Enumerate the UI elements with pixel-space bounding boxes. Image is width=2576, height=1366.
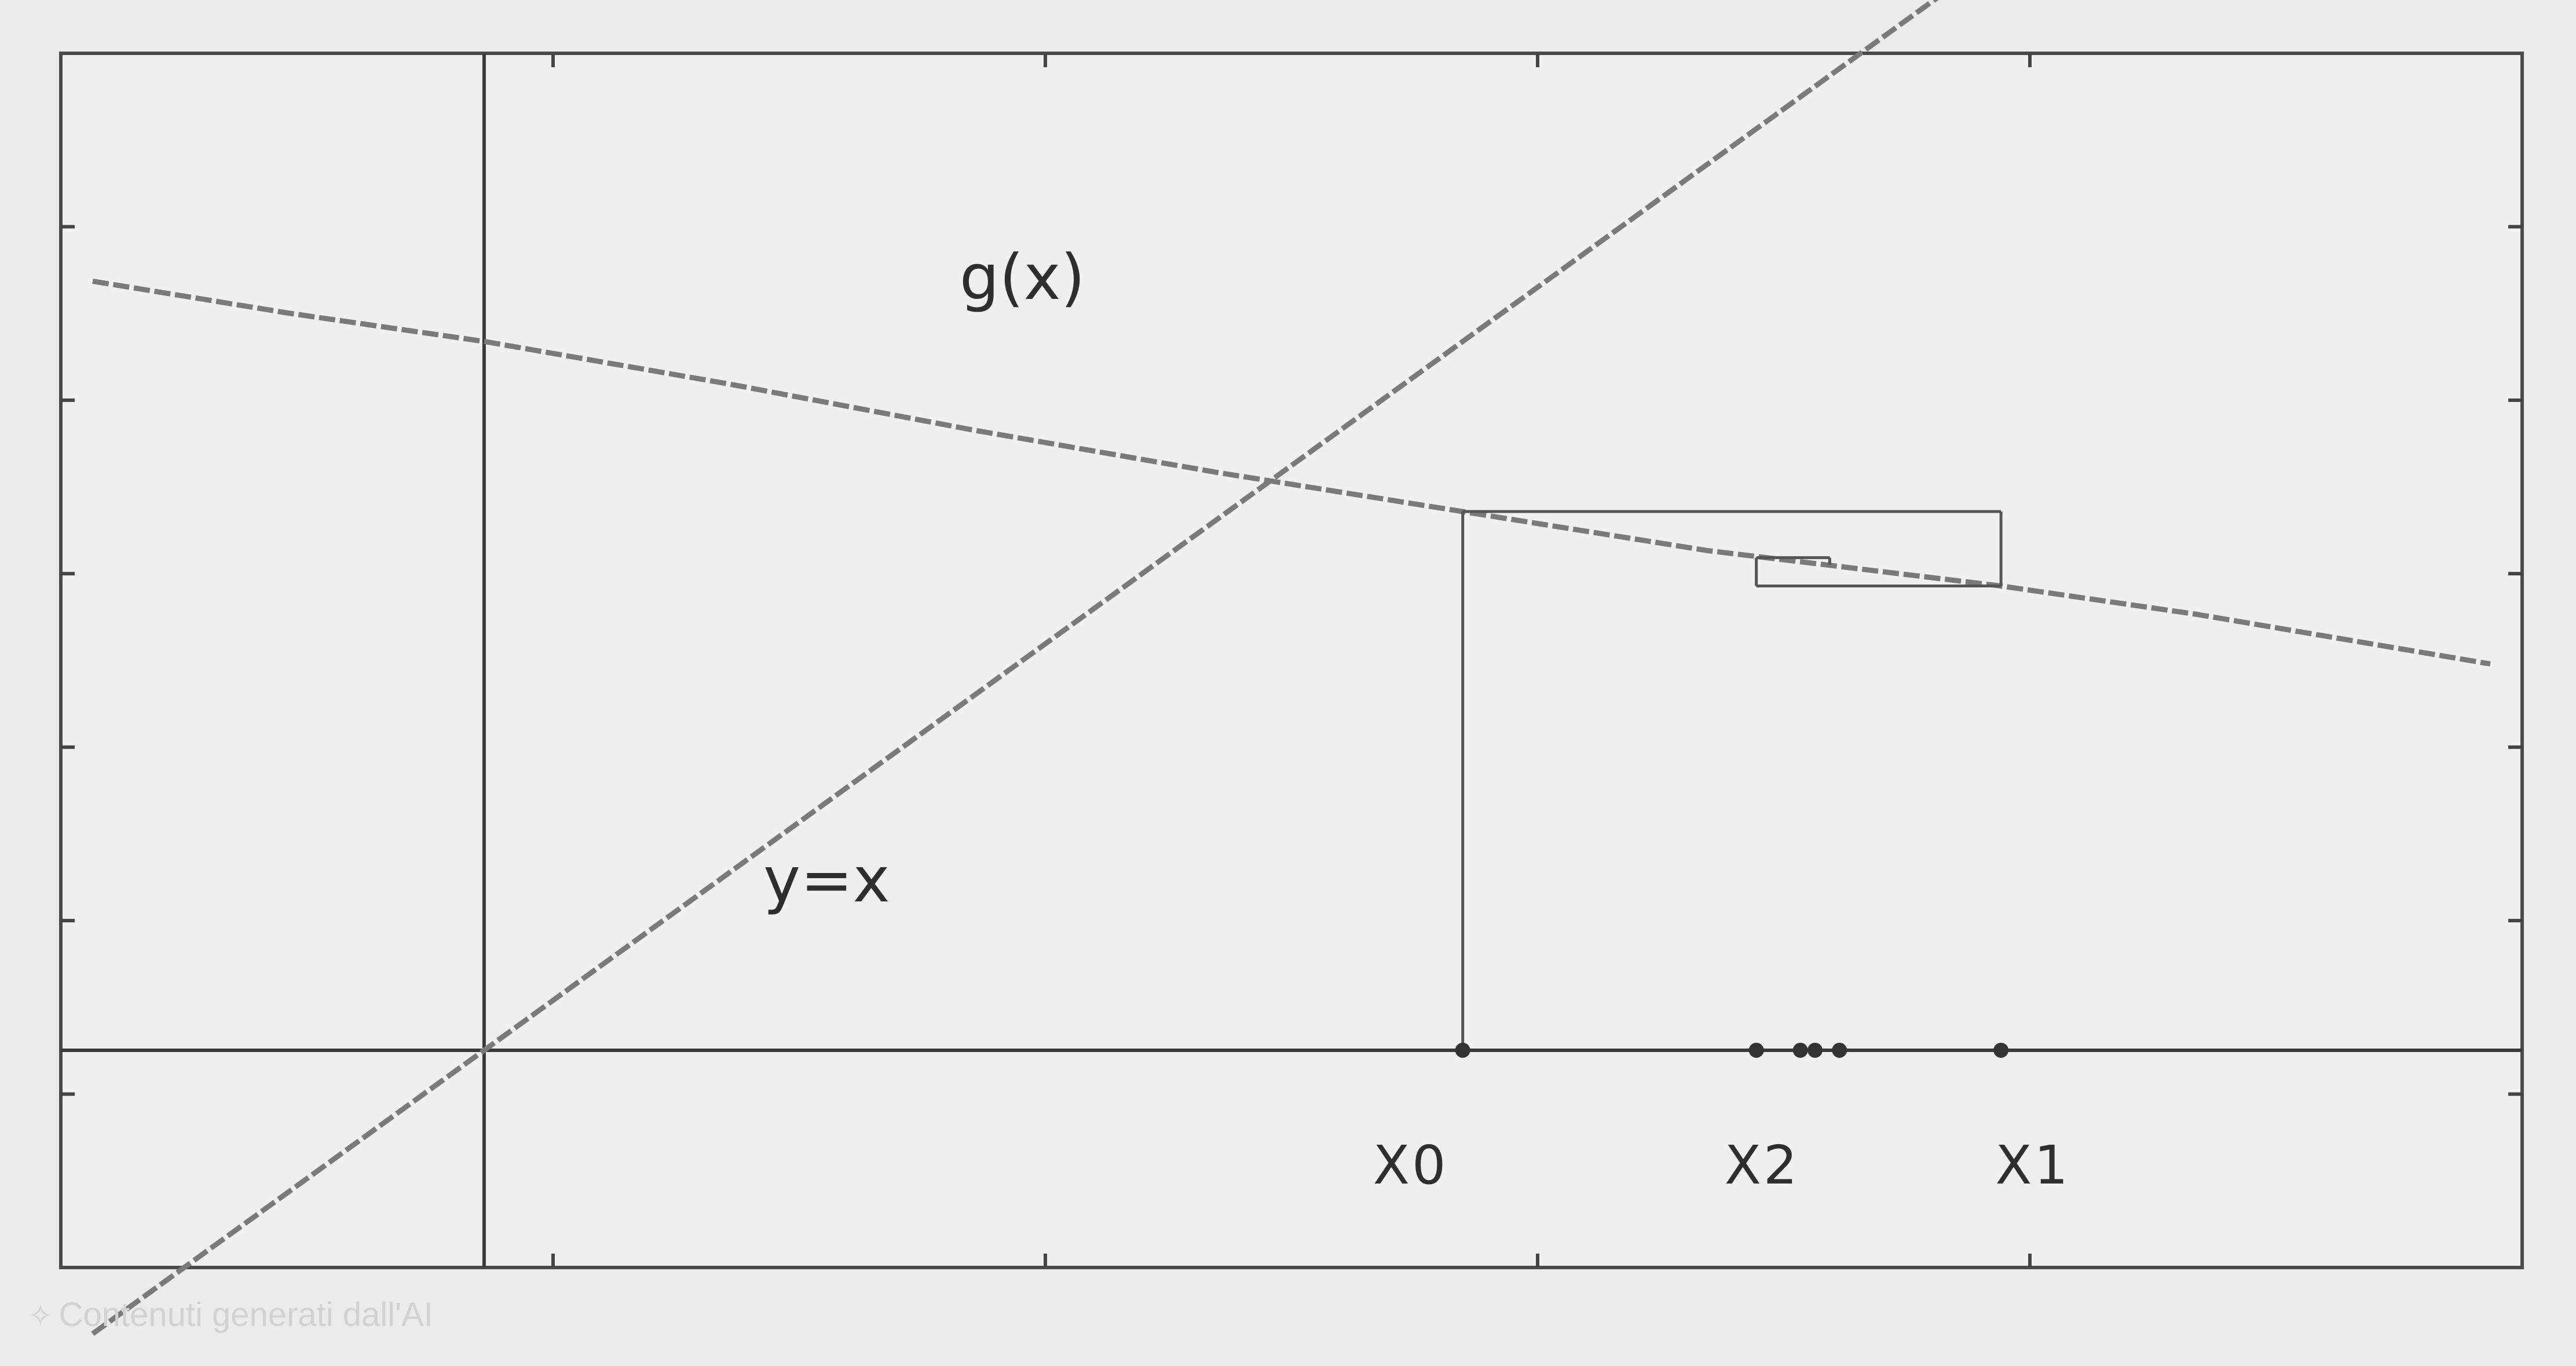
sparkle-icon: ✧ [28,1299,53,1333]
iterate-point-3 [1807,1043,1823,1058]
g-curve-label: g(x) [959,242,1085,314]
caption-text: Contenuti generati dall'AI [58,1296,433,1334]
iterate-point-0 [1455,1043,1470,1058]
ai-generated-caption [28,1295,433,1334]
iterate-point-5 [1993,1043,2008,1058]
identity-line-label: y=x [763,844,890,916]
x0-label: X0 [1373,1134,1448,1196]
iterate-point-2 [1793,1043,1808,1058]
iterate-point-4 [1832,1043,1847,1058]
x1-label: X1 [1995,1134,2070,1196]
plot-frame [61,53,2522,1268]
x2-label: X2 [1724,1134,1800,1196]
iterate-point-1 [1749,1043,1764,1058]
plot-border [61,53,2522,1268]
